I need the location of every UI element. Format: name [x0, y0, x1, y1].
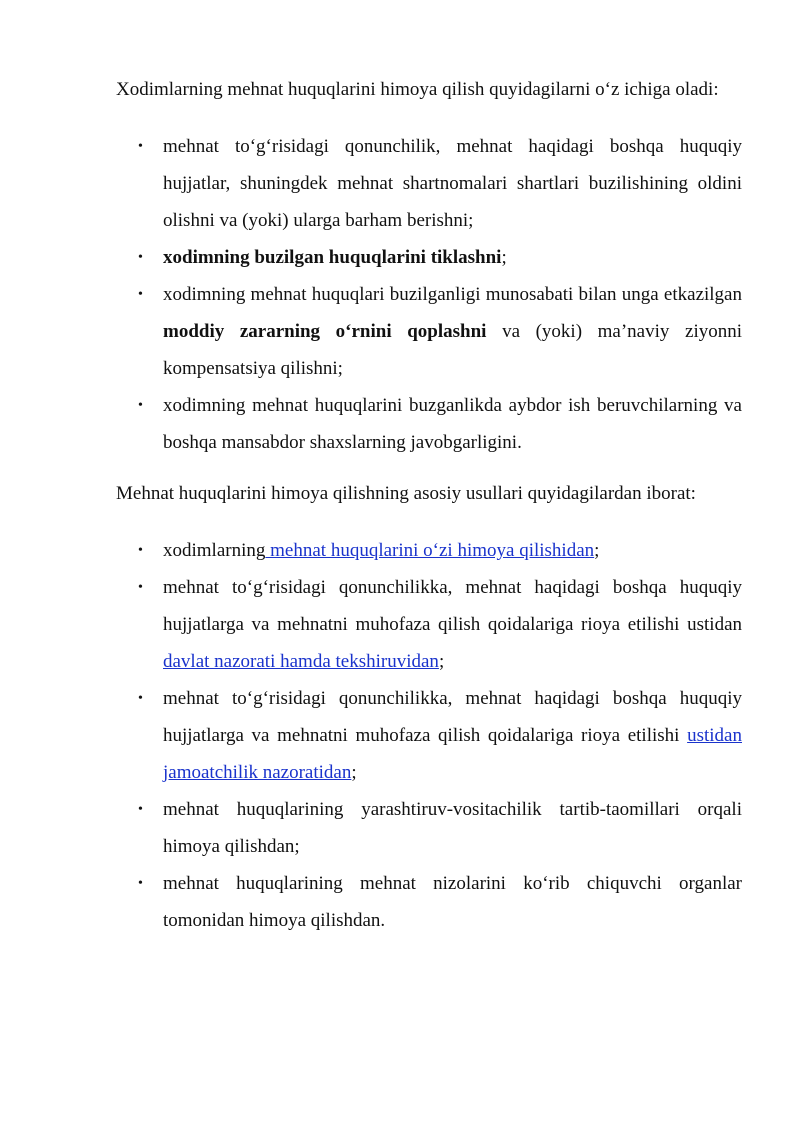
list-item-text: ;	[438, 651, 445, 672]
intro-paragraph-methods: Mehnat huquqlarini himoya qilishning asosiy usullari quyidagilardan iborat:	[116, 483, 696, 504]
list-item-text: xodimning mehnat huquqlari buzilganligi munosabati bilan unga etkazilgan	[163, 284, 742, 305]
list-item	[116, 865, 742, 939]
public-control-link[interactable]: ustidan jamoatchilik nazoratidan	[163, 725, 742, 783]
list-item-text: ;	[501, 247, 507, 268]
bold-text: moddiy zararning o‘rnini qoplashni	[163, 321, 487, 342]
list-item-text: ;	[594, 540, 600, 561]
bullet-icon: •	[138, 876, 143, 891]
list-item	[116, 791, 742, 865]
bullet-icon: •	[138, 543, 143, 558]
list-item	[116, 387, 742, 461]
rights-protection-list	[116, 128, 742, 461]
list-item-text: ;	[351, 762, 357, 783]
intro-paragraph-rights: Xodimlarning mehnat huquqlarini himoya qilish quyidagilarni o‘z ichiga oladi:	[116, 79, 719, 100]
list-item-text: mehnat to‘g‘risidagi qonunchilik, mehnat haqidagi boshqa huquqiy hujjatlar, shuningdek mehnat shartnomalari shartlari buzilishining oldini olishni va (yoki) ularga barham berishni;	[163, 136, 742, 231]
list-item-text: xodimning mehnat huquqlarini buzganlikda aybdor ish beruvchilarning va boshqa mansabdor shaxslarning javobgarligini.	[163, 395, 742, 453]
state-supervision-link[interactable]: davlat nazorati hamda tekshiruvidan	[163, 651, 439, 672]
protection-methods-list	[116, 532, 742, 939]
list-item-text: xodimlarning	[163, 540, 266, 561]
list-item	[116, 276, 742, 387]
list-item-text: mehnat to‘g‘risidagi qonunchilikka, mehnat haqidagi boshqa huquqiy hujjatlarga va mehnatni muhofaza qilish qoidalariga rioya etilishi	[163, 688, 742, 746]
bold-text: xodimning buzilgan huquqlarini tiklashni	[163, 247, 502, 268]
document-body	[116, 71, 742, 939]
bullet-icon: •	[138, 287, 143, 302]
bullet-icon: •	[138, 398, 143, 413]
bullet-icon: •	[138, 580, 143, 595]
bullet-icon: •	[138, 250, 143, 265]
self-protection-link[interactable]: mehnat huquqlarini o‘zi himoya qilishidan	[265, 540, 595, 561]
list-item-text: mehnat to‘g‘risidagi qonunchilikka, mehnat haqidagi boshqa huquqiy hujjatlarga va mehnatni muhofaza qilish qoidalariga rioya etilishi ustidan	[163, 577, 742, 635]
list-item	[116, 239, 742, 276]
list-item	[116, 569, 742, 680]
bullet-icon: •	[138, 139, 143, 154]
bullet-icon: •	[138, 691, 143, 706]
list-item-text: va (yoki) ma’naviy ziyonni kompensatsiya qilishni;	[163, 321, 742, 379]
list-item-text: mehnat huquqlarining yarashtiruv-vositachilik tartib-taomillari orqali himoya qilishdan;	[163, 799, 742, 857]
list-item	[116, 128, 742, 239]
list-item-text: mehnat huquqlarining mehnat nizolarini ko‘rib chiquvchi organlar tomonidan himoya qilishdan.	[163, 873, 742, 931]
list-item	[116, 532, 742, 569]
list-item	[116, 680, 742, 791]
bullet-icon: •	[138, 802, 143, 817]
